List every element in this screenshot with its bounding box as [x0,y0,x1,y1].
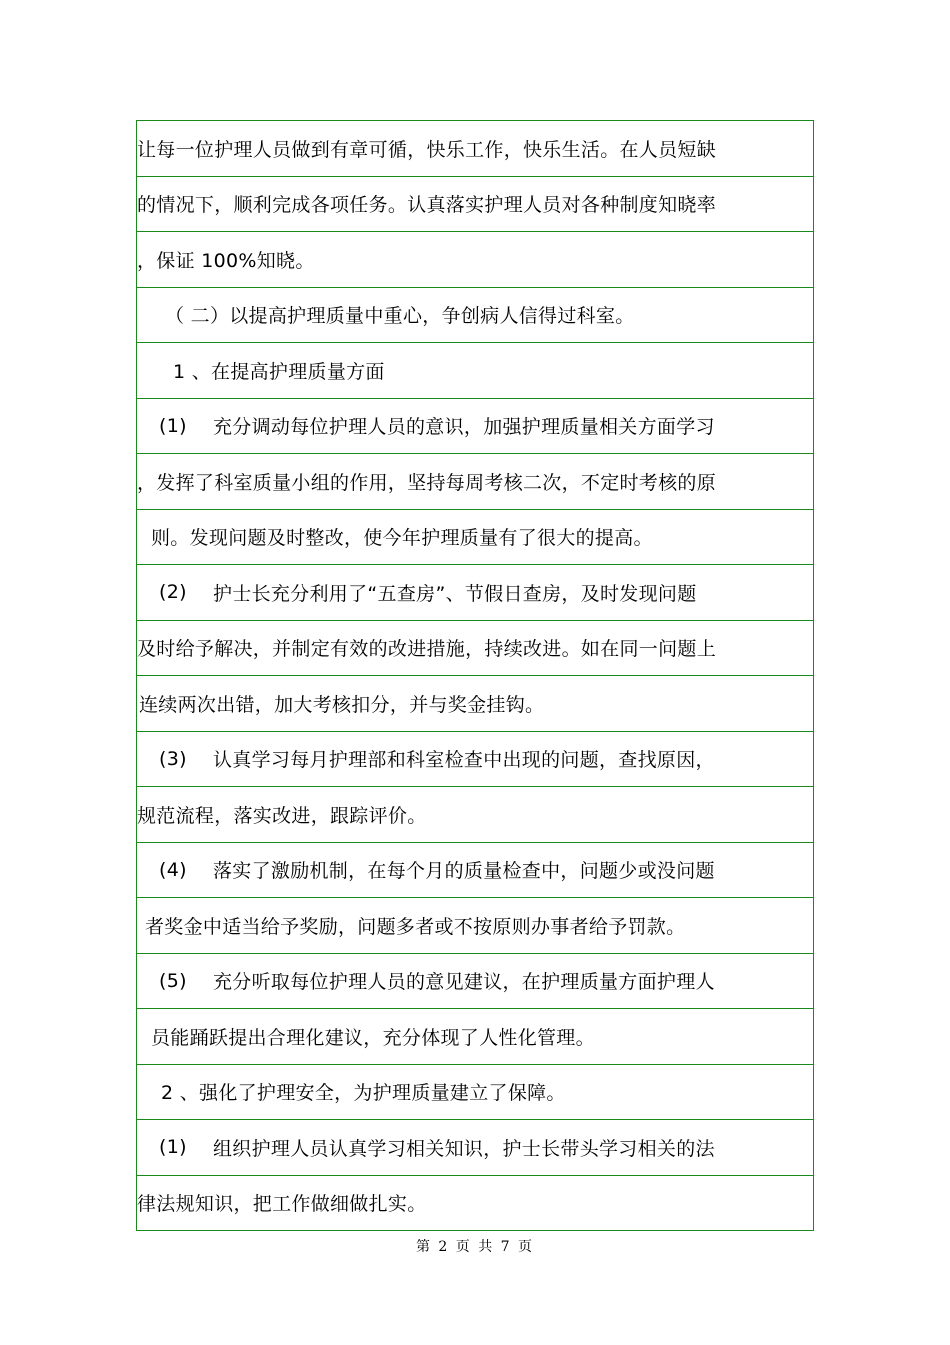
table-row [137,786,813,842]
table-row [137,453,813,509]
line-text: 充分听取每位护理人员的意见建议，在护理质量方面护理人 [213,971,715,994]
line-text: 落实了激励机制，在每个月的质量检查中，问题少或没问题 [213,860,715,883]
item-number: (1) [159,1136,187,1159]
line-text: 护士长充分利用了“五查房”、节假日查房，及时发现问题 [213,582,697,605]
line-text: 规范流程，落实改进，跟踪评价。 [137,804,427,827]
line-text: 让每一位护理人员做到有章可循，快乐工作，快乐生活。在人员短缺 [137,138,717,161]
line-text: ，发挥了科室质量小组的作用，坚持每周考核二次，不定时考核的原 [137,471,717,494]
line-text: 及时给予解决，并制定有效的改进措施，持续改进。如在同一问题上 [137,638,717,661]
table-row [137,897,813,953]
item-number: (3) [159,747,187,770]
table-row [137,287,813,343]
page-number-label: 第 2 页 共 7 页 [415,1239,535,1255]
subsection-heading: 2 、强化了护理安全，为护理质量建立了保障。 [161,1082,566,1105]
table-row [137,1064,813,1120]
document-table [136,120,814,1231]
item-number: (5) [159,969,187,992]
table-row [137,176,813,232]
table-row [137,842,813,898]
line-text: 律法规知识，把工作做细做扎实。 [137,1193,427,1216]
line-text: ，保证 100%知晓。 [137,249,315,272]
table-row [137,731,813,787]
table-row [137,675,813,731]
line-text: 者奖金中适当给予奖励，问题多者或不按原则办事者给予罚款。 [145,915,686,938]
table-row [137,953,813,1009]
table-row [137,1119,813,1175]
line-text: 连续两次出错，加大考核扣分，并与奖金挂钩。 [139,693,545,716]
line-text: 的情况下，顺利完成各项任务。认真落实护理人员对各种制度知晓率 [137,194,717,217]
section-heading: （ 二）以提高护理质量中重心，争创病人信得过科室。 [165,305,635,328]
table-row [137,120,813,176]
table-row [137,1008,813,1064]
table-row [137,564,813,620]
line-text: 充分调动每位护理人员的意识，加强护理质量相关方面学习 [213,416,715,439]
subsection-heading: 1 、在提高护理质量方面 [173,360,385,383]
line-text: 则。发现问题及时整改，使今年护理质量有了很大的提高。 [151,527,653,550]
line-text: 认真学习每月护理部和科室检查中出现的问题，查找原因， [213,749,715,772]
table-row [137,509,813,565]
line-text: 组织护理人员认真学习相关知识，护士长带头学习相关的法 [213,1137,715,1160]
item-number: (4) [159,858,187,881]
table-row [137,342,813,398]
table-row [137,231,813,287]
item-number: (2) [159,581,187,604]
page-footer [0,1236,950,1256]
line-text: 员能踊跃提出合理化建议，充分体现了人性化管理。 [151,1026,595,1049]
table-row [137,620,813,676]
table-row [137,1175,813,1231]
table-row [137,398,813,454]
item-number: (1) [159,414,187,437]
